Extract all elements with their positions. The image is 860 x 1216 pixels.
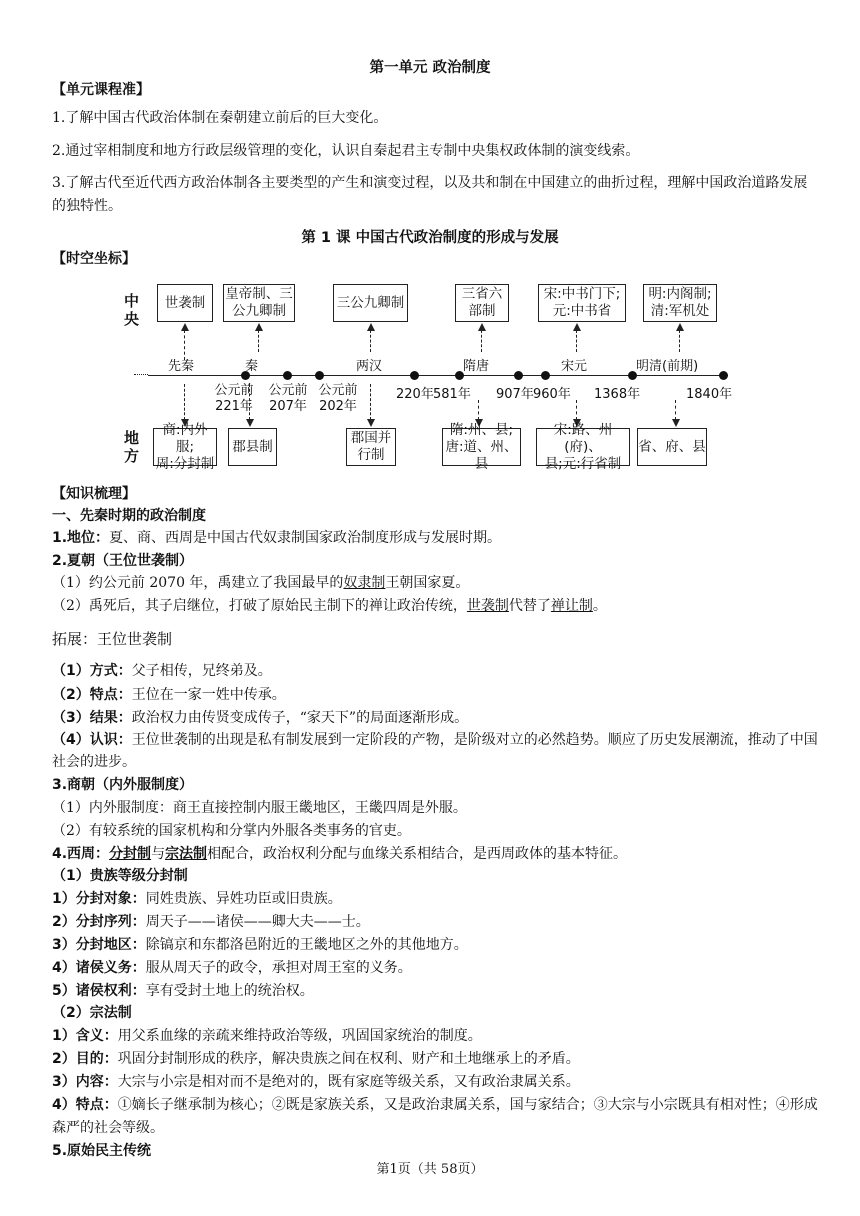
lesson-title: 第 1 课 中国古代政治制度的形成与发展 xyxy=(301,230,559,246)
local-box: 商:内外服; 周:分封制 xyxy=(153,428,217,466)
central-box: 三公九卿制 xyxy=(333,284,408,322)
standard-item-1: 1.了解中国古代政治体制在秦朝建立前后的巨大变化。 xyxy=(52,110,388,126)
axis-dotted-start xyxy=(134,374,148,378)
standard-item-3: 3.了解古代至近代西方政治体制各主要类型的产生和演变过程，以及共和制在中国建立的曲折过程，理解中国政治道路发展的独特性。 xyxy=(52,175,808,214)
central-box: 三省六 部制 xyxy=(455,284,509,322)
timeline-dot xyxy=(410,371,419,380)
dashed-connector xyxy=(258,330,259,352)
p3-label: 3.商朝（内外服制度） xyxy=(52,777,194,793)
down-arrow-icon xyxy=(367,419,375,427)
p2-label: 2.夏朝（王位世袭制） xyxy=(52,553,194,569)
p1-label: 1.地位： xyxy=(52,530,110,546)
up-arrow-icon xyxy=(367,323,375,331)
p3-item: （2）有较系统的国家机构和分掌内外服各类事务的官吏。 xyxy=(52,823,411,839)
zongfa-item: 3）内容：大宗与小宗是相对而不是绝对的，既有家庭等级关系，又有政治隶属关系。 xyxy=(52,1074,580,1090)
timeline-dot xyxy=(719,371,728,380)
local-box: 宋:路、州(府)、 县;元:行省制 xyxy=(536,428,630,466)
ext-item: （1）方式：父子相传，兄终弟及。 xyxy=(52,663,272,679)
section-heading: 一、先秦时期的政治制度 xyxy=(52,508,206,524)
p2-line-2: （2）禹死后，其子启继位，打破了原始民主制下的禅让政治传统，世袭制代替了禅让制。 xyxy=(52,598,607,614)
date-label: 907年 xyxy=(496,387,534,402)
central-label: 中央 xyxy=(124,292,140,328)
underlined-term: 分封制 xyxy=(109,846,152,862)
ext-item: （2）特点：王位在一家一姓中传承。 xyxy=(52,687,286,703)
period-label: 两汉 xyxy=(356,359,383,374)
underlined-term: 奴隶制 xyxy=(343,575,386,591)
period-label: 秦 xyxy=(245,359,259,374)
dashed-connector xyxy=(184,384,185,420)
page-footer: 第1页（共 58页） xyxy=(376,1162,484,1177)
p2-line-1: （1）约公元前 2070 年，禹建立了我国最早的奴隶制王朝国家夏。 xyxy=(52,575,470,591)
zongfa-item: 2）目的：巩固分封制形成的秩序，解决贵族之间在权利、财产和土地继承上的矛盾。 xyxy=(52,1051,580,1067)
fengjian-item: 5）诸侯权利：享有受封土地上的统治权。 xyxy=(52,983,314,999)
dashed-connector xyxy=(184,330,185,360)
local-box: 郡县制 xyxy=(228,428,277,466)
date-label: 公元前 202年 xyxy=(318,383,358,414)
dashed-connector xyxy=(675,400,676,420)
up-arrow-icon xyxy=(478,323,486,331)
timeline-heading: 【时空坐标】 xyxy=(52,251,136,267)
unit-title: 第一单元 政治制度 xyxy=(369,60,491,76)
date-label: 公元前 221年 xyxy=(214,383,254,414)
local-box: 郡国并 行制 xyxy=(346,428,396,466)
dashed-connector xyxy=(576,330,577,352)
date-label: 1368年 xyxy=(594,387,641,402)
date-label: 1840年 xyxy=(686,387,733,402)
zongfa-item: 4）特点：①嫡长子继承制为核心；②既是家族关系，又是政治隶属关系，国与家结合；③大宗与小宗既具有相对性；④形成森严的社会等级。 xyxy=(52,1097,818,1136)
central-box: 宋:中书门下; 元:中书省 xyxy=(538,284,626,322)
underlined-term: 禅让制 xyxy=(550,598,593,614)
dashed-connector xyxy=(370,384,371,420)
knowledge-heading: 【知识梳理】 xyxy=(52,486,136,502)
timeline-axis xyxy=(134,375,728,376)
zongfa-title: （2）宗法制 xyxy=(52,1005,132,1021)
underlined-term: 世袭制 xyxy=(466,598,509,614)
central-box: 世袭制 xyxy=(157,284,213,322)
up-arrow-icon xyxy=(573,323,581,331)
central-box: 皇帝制、三 公九卿制 xyxy=(223,284,295,322)
timeline-dot xyxy=(514,371,523,380)
fengjian-item: 1）分封对象：同姓贵族、异姓功臣或旧贵族。 xyxy=(52,891,342,907)
date-label: 960年 xyxy=(533,387,571,402)
underlined-term: 宗法制 xyxy=(165,846,208,862)
date-label: 公元前 207年 xyxy=(268,383,308,414)
up-arrow-icon xyxy=(676,323,684,331)
ext-item: （4）认识：王位世袭制的出现是私有制发展到一定阶段的产物，是阶级对立的必然趋势。顺应了历史发展潮流，推动了中国社会的进步。 xyxy=(52,732,818,770)
fengjian-item: 2）分封序列：周天子——诸侯——卿大夫——士。 xyxy=(52,914,370,930)
dashed-connector xyxy=(249,384,250,420)
dashed-connector xyxy=(370,330,371,352)
fengjian-title: （1）贵族等级分封制 xyxy=(52,868,188,884)
p4-line: 4.西周：分封制与宗法制相配合，政治权利分配与血缘关系相结合，是西周政体的基本特征。 xyxy=(52,846,628,862)
fengjian-item: 4）诸侯义务：服从周天子的政令，承担对周王室的义务。 xyxy=(52,960,412,976)
fengjian-item: 3）分封地区：除镐京和东都洛邑附近的王畿地区之外的其他地方。 xyxy=(52,937,468,953)
extension-title: 拓展：王位世袭制 xyxy=(52,630,173,648)
period-label: 明清(前期) xyxy=(636,359,699,374)
date-label: 581年 xyxy=(433,387,471,402)
local-box: 隋:州、县; 唐:道、州、县 xyxy=(442,428,521,466)
paragraph-1 xyxy=(52,527,501,547)
local-label: 地方 xyxy=(124,429,140,465)
period-label: 宋元 xyxy=(561,359,588,374)
down-arrow-icon xyxy=(672,419,680,427)
down-arrow-icon xyxy=(246,419,254,427)
zongfa-item: 1）含义：用父系血缘的亲疏来维持政治等级，巩固国家统治的制度。 xyxy=(52,1028,482,1044)
p3-item: （1）内外服制度：商王直接控制内服王畿地区，王畿四周是外服。 xyxy=(52,800,467,816)
period-label: 先秦 xyxy=(168,359,195,374)
date-label: 220年 xyxy=(396,387,434,402)
dashed-connector xyxy=(478,400,479,420)
timeline-dot xyxy=(283,371,292,380)
standards-heading: 【单元课程准】 xyxy=(52,82,150,98)
dashed-connector xyxy=(679,330,680,352)
ext-item: （3）结果：政治权力由传贤变成传子，“家天下”的局面逐渐形成。 xyxy=(52,710,469,726)
p5-label: 5.原始民主传统 xyxy=(52,1143,152,1159)
up-arrow-icon xyxy=(181,323,189,331)
up-arrow-icon xyxy=(255,323,263,331)
standard-item-2: 2.通过宰相制度和地方行政层级管理的变化，认识自秦起君主专制中央集权政体制的演变线索。 xyxy=(52,143,640,159)
p1-text: 夏、商、西周是中国古代奴隶制国家政治制度形成与发展时期。 xyxy=(109,530,502,546)
dashed-connector xyxy=(481,330,482,352)
local-box: 省、府、县 xyxy=(637,428,707,466)
period-label: 隋唐 xyxy=(463,359,490,374)
timeline-dot xyxy=(315,371,324,380)
dashed-connector xyxy=(576,400,577,420)
timeline-dot xyxy=(541,371,550,380)
central-box: 明:内阁制; 清:军机处 xyxy=(643,284,717,322)
